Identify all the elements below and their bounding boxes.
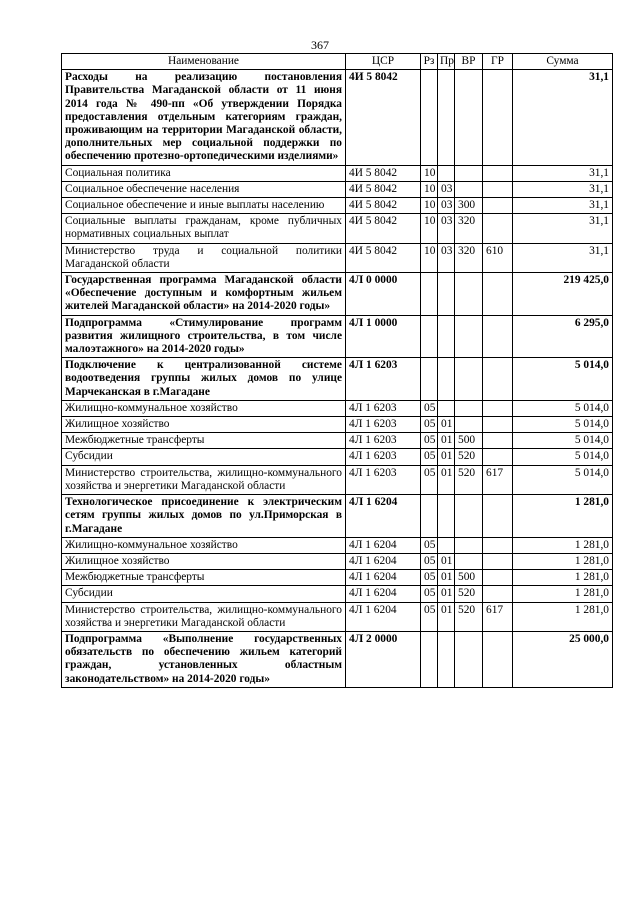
cell-csr: 4Л 1 6203 <box>346 449 421 465</box>
table-row <box>62 273 613 316</box>
cell-csr: 4И 5 8042 <box>346 165 421 181</box>
cell-sum: 5 014,0 <box>513 417 613 433</box>
cell-vr: 520 <box>455 586 483 602</box>
cell-sum: 219 425,0 <box>513 273 613 316</box>
cell-csr: 4Л 1 6204 <box>346 586 421 602</box>
table-row <box>62 495 613 538</box>
table-row <box>62 449 613 465</box>
cell-csr: 4И 5 8042 <box>346 198 421 214</box>
table-body <box>62 70 613 688</box>
table-row <box>62 602 613 631</box>
cell-vr <box>455 417 483 433</box>
cell-vr <box>455 315 483 358</box>
cell-gr: 617 <box>483 465 513 494</box>
cell-name: Жилищно-коммунальное хозяйство <box>62 400 346 416</box>
table-header-row <box>62 54 613 70</box>
cell-name: Технологическое присоединение к электрическим сетям группы жилых домов по ул.Приморская в г.Магадане <box>62 495 346 538</box>
cell-csr: 4Л 1 6203 <box>346 417 421 433</box>
cell-vr: 500 <box>455 570 483 586</box>
cell-name: Социальное обеспечение и иные выплаты населению <box>62 198 346 214</box>
cell-sum: 31,1 <box>513 165 613 181</box>
cell-gr <box>483 70 513 165</box>
table-row <box>62 586 613 602</box>
cell-csr: 4Л 1 6204 <box>346 570 421 586</box>
cell-csr: 4Л 1 6203 <box>346 465 421 494</box>
cell-sum: 5 014,0 <box>513 433 613 449</box>
cell-sum: 1 281,0 <box>513 495 613 538</box>
cell-pr: 01 <box>438 570 455 586</box>
table-row <box>62 181 613 197</box>
table-row <box>62 214 613 243</box>
cell-rz <box>421 631 438 687</box>
cell-gr <box>483 495 513 538</box>
cell-csr: 4Л 1 6204 <box>346 553 421 569</box>
table-row <box>62 243 613 272</box>
cell-sum: 5 014,0 <box>513 400 613 416</box>
cell-vr: 520 <box>455 465 483 494</box>
cell-sum: 5 014,0 <box>513 465 613 494</box>
table-row <box>62 465 613 494</box>
cell-sum: 1 281,0 <box>513 586 613 602</box>
cell-name: Социальные выплаты гражданам, кроме публичных нормативных социальных выплат <box>62 214 346 243</box>
header-csr: ЦСР <box>346 54 421 70</box>
cell-pr <box>438 165 455 181</box>
cell-csr: 4Л 1 6203 <box>346 358 421 401</box>
cell-name: Государственная программа Магаданской области «Обеспечение доступным и комфортным жильем жителей Магаданской области» на 2014-2020 годы» <box>62 273 346 316</box>
cell-sum: 5 014,0 <box>513 358 613 401</box>
cell-pr <box>438 495 455 538</box>
header-name: Наименование <box>62 54 346 70</box>
cell-vr: 520 <box>455 449 483 465</box>
cell-gr <box>483 586 513 602</box>
table-row <box>62 198 613 214</box>
cell-name: Межбюджетные трансферты <box>62 570 346 586</box>
cell-rz: 05 <box>421 449 438 465</box>
cell-rz: 05 <box>421 586 438 602</box>
cell-rz <box>421 273 438 316</box>
cell-name: Социальная политика <box>62 165 346 181</box>
cell-csr: 4И 5 8042 <box>346 214 421 243</box>
cell-rz: 05 <box>421 433 438 449</box>
cell-csr: 4Л 1 6204 <box>346 537 421 553</box>
cell-gr <box>483 449 513 465</box>
cell-vr: 320 <box>455 243 483 272</box>
cell-vr <box>455 70 483 165</box>
cell-rz: 05 <box>421 417 438 433</box>
cell-vr <box>455 358 483 401</box>
cell-name: Подпрограмма «Стимулирование программ развития жилищного строительства, в том числе малоэтажного» на 2014-2020 годы» <box>62 315 346 358</box>
cell-sum: 31,1 <box>513 181 613 197</box>
cell-sum: 31,1 <box>513 243 613 272</box>
cell-vr <box>455 553 483 569</box>
table-row <box>62 553 613 569</box>
cell-gr <box>483 537 513 553</box>
cell-rz: 10 <box>421 198 438 214</box>
cell-gr <box>483 214 513 243</box>
cell-sum: 5 014,0 <box>513 449 613 465</box>
cell-pr <box>438 400 455 416</box>
cell-rz <box>421 358 438 401</box>
cell-sum: 31,1 <box>513 70 613 165</box>
cell-vr <box>455 400 483 416</box>
cell-rz: 05 <box>421 570 438 586</box>
cell-rz: 05 <box>421 537 438 553</box>
cell-name: Министерство труда и социальной политики Магаданской области <box>62 243 346 272</box>
cell-rz: 05 <box>421 553 438 569</box>
cell-pr: 01 <box>438 602 455 631</box>
cell-rz <box>421 315 438 358</box>
budget-table <box>61 53 613 688</box>
table-row <box>62 315 613 358</box>
cell-gr <box>483 553 513 569</box>
cell-pr <box>438 273 455 316</box>
cell-vr <box>455 181 483 197</box>
cell-gr <box>483 400 513 416</box>
cell-rz: 10 <box>421 165 438 181</box>
cell-pr <box>438 70 455 165</box>
header-vr: ВР <box>455 54 483 70</box>
cell-vr: 500 <box>455 433 483 449</box>
cell-rz <box>421 495 438 538</box>
cell-sum: 25 000,0 <box>513 631 613 687</box>
cell-name: Министерство строительства, жилищно-коммунального хозяйства и энергетики Магаданской области <box>62 465 346 494</box>
cell-rz: 05 <box>421 400 438 416</box>
header-gr: ГР <box>483 54 513 70</box>
cell-vr <box>455 165 483 181</box>
table-row <box>62 417 613 433</box>
cell-name: Субсидии <box>62 449 346 465</box>
cell-pr: 01 <box>438 433 455 449</box>
cell-csr: 4И 5 8042 <box>346 243 421 272</box>
table-row <box>62 70 613 165</box>
cell-csr: 4И 5 8042 <box>346 70 421 165</box>
cell-gr: 617 <box>483 602 513 631</box>
cell-pr: 03 <box>438 181 455 197</box>
cell-vr: 520 <box>455 602 483 631</box>
cell-vr: 320 <box>455 214 483 243</box>
cell-name: Жилищное хозяйство <box>62 553 346 569</box>
cell-name: Подключение к централизованной системе водоотведения группы жилых домов по улице Марчеканская в г.Магадане <box>62 358 346 401</box>
cell-gr <box>483 570 513 586</box>
cell-csr: 4Л 0 0000 <box>346 273 421 316</box>
cell-vr <box>455 537 483 553</box>
cell-gr <box>483 273 513 316</box>
header-pr: Пр <box>438 54 455 70</box>
table-row <box>62 165 613 181</box>
cell-rz: 10 <box>421 181 438 197</box>
cell-sum: 1 281,0 <box>513 537 613 553</box>
cell-pr <box>438 537 455 553</box>
cell-name: Жилищно-коммунальное хозяйство <box>62 537 346 553</box>
cell-csr: 4Л 1 6204 <box>346 602 421 631</box>
table-row <box>62 570 613 586</box>
cell-gr <box>483 631 513 687</box>
cell-rz <box>421 70 438 165</box>
cell-pr <box>438 315 455 358</box>
cell-pr: 03 <box>438 198 455 214</box>
cell-csr: 4Л 1 0000 <box>346 315 421 358</box>
cell-pr <box>438 631 455 687</box>
table-row <box>62 433 613 449</box>
cell-pr: 01 <box>438 586 455 602</box>
cell-gr <box>483 315 513 358</box>
cell-pr: 03 <box>438 214 455 243</box>
cell-csr: 4Л 2 0000 <box>346 631 421 687</box>
cell-rz: 05 <box>421 465 438 494</box>
cell-gr <box>483 181 513 197</box>
cell-vr <box>455 273 483 316</box>
cell-gr: 610 <box>483 243 513 272</box>
cell-name: Межбюджетные трансферты <box>62 433 346 449</box>
table-row <box>62 400 613 416</box>
cell-pr: 01 <box>438 465 455 494</box>
cell-csr: 4И 5 8042 <box>346 181 421 197</box>
cell-vr <box>455 631 483 687</box>
cell-name: Субсидии <box>62 586 346 602</box>
cell-sum: 31,1 <box>513 214 613 243</box>
cell-sum: 31,1 <box>513 198 613 214</box>
cell-sum: 1 281,0 <box>513 602 613 631</box>
table-row <box>62 537 613 553</box>
cell-gr <box>483 358 513 401</box>
cell-csr: 4Л 1 6204 <box>346 495 421 538</box>
cell-name: Жилищное хозяйство <box>62 417 346 433</box>
cell-vr: 300 <box>455 198 483 214</box>
cell-pr: 01 <box>438 553 455 569</box>
cell-rz: 05 <box>421 602 438 631</box>
cell-name: Подпрограмма «Выполнение государственных обязательств по обеспечению жильем категорий граждан, установленных областным законодательством» на 2014-2020 годы» <box>62 631 346 687</box>
cell-gr <box>483 165 513 181</box>
cell-gr <box>483 198 513 214</box>
cell-pr <box>438 358 455 401</box>
cell-sum: 1 281,0 <box>513 570 613 586</box>
page-number: 367 <box>311 38 329 52</box>
cell-gr <box>483 417 513 433</box>
cell-vr <box>455 495 483 538</box>
cell-pr: 03 <box>438 243 455 272</box>
cell-sum: 6 295,0 <box>513 315 613 358</box>
header-rz: Рз <box>421 54 438 70</box>
cell-name: Социальное обеспечение населения <box>62 181 346 197</box>
table-row <box>62 358 613 401</box>
cell-csr: 4Л 1 6203 <box>346 433 421 449</box>
cell-gr <box>483 433 513 449</box>
cell-csr: 4Л 1 6203 <box>346 400 421 416</box>
cell-rz: 10 <box>421 243 438 272</box>
cell-sum: 1 281,0 <box>513 553 613 569</box>
cell-pr: 01 <box>438 417 455 433</box>
cell-name: Расходы на реализацию постановления Правительства Магаданской области от 11 июня 2014 года № 490-пп «Об утверждении Порядка предоставления отдельным категориям граждан, проживающим на территории Магаданской области, дополнительных мер социальной поддержки по обеспечению протезно-ортопедическими изделиями» <box>62 70 346 165</box>
table-row <box>62 631 613 687</box>
cell-name: Министерство строительства, жилищно-коммунального хозяйства и энергетики Магаданской области <box>62 602 346 631</box>
cell-pr: 01 <box>438 449 455 465</box>
cell-rz: 10 <box>421 214 438 243</box>
header-sum: Сумма <box>513 54 613 70</box>
